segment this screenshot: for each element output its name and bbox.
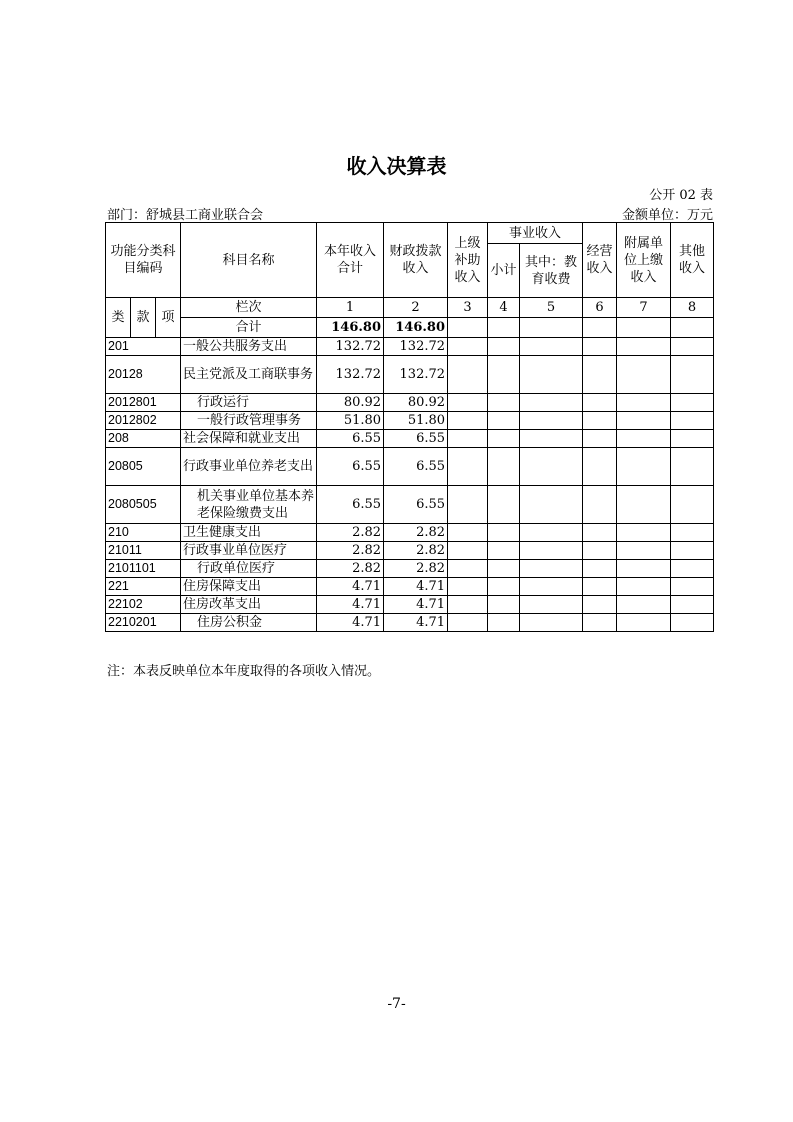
- header-business-group: 事业收入: [488, 223, 583, 244]
- amount-unit-label: 金额单位：万元: [621, 208, 713, 223]
- row-fiscal: 4.71: [384, 578, 448, 596]
- empty-cell: [520, 412, 583, 430]
- header-total-income: 本年收入合计: [317, 223, 384, 298]
- table-row: [106, 542, 714, 560]
- empty-cell: [671, 338, 714, 356]
- table-row: [106, 394, 714, 412]
- col-num: 1: [317, 298, 384, 318]
- col-num: 5: [520, 298, 583, 318]
- empty-cell: [520, 394, 583, 412]
- row-fiscal: 4.71: [384, 614, 448, 632]
- row-fiscal: 132.72: [384, 338, 448, 356]
- empty-cell: [671, 560, 714, 578]
- empty-cell: [671, 430, 714, 448]
- row-subject-name: 机关事业单位基本养老保险缴费支出: [181, 486, 317, 524]
- empty-cell: [448, 412, 488, 430]
- col-num: 4: [488, 298, 520, 318]
- empty-cell: [448, 560, 488, 578]
- row-code: 22102: [106, 596, 181, 614]
- row-subject-name: 住房保障支出: [181, 578, 317, 596]
- empty-cell: [583, 338, 617, 356]
- table-note: 注：本表反映单位本年度取得的各项收入情况。: [107, 664, 381, 679]
- empty-cell: [448, 430, 488, 448]
- empty-cell: [448, 524, 488, 542]
- row-code: 2012801: [106, 394, 181, 412]
- empty-cell: [583, 394, 617, 412]
- empty-cell: [583, 596, 617, 614]
- table-row: [106, 486, 714, 524]
- row-total-income: 4.71: [317, 596, 384, 614]
- empty-cell: [520, 486, 583, 524]
- row-total-income: 2.82: [317, 560, 384, 578]
- empty-cell: [671, 578, 714, 596]
- row-fiscal: 4.71: [384, 596, 448, 614]
- empty-cell: [671, 356, 714, 394]
- empty-cell: [617, 356, 671, 394]
- department-label: 部门：舒城县工商业联合会: [107, 208, 264, 223]
- empty-cell: [617, 596, 671, 614]
- row-subject-name: 卫生健康支出: [181, 524, 317, 542]
- empty-cell: [448, 614, 488, 632]
- empty-cell: [488, 356, 520, 394]
- page-number: -7-: [387, 996, 406, 1012]
- row-code: 201: [106, 338, 181, 356]
- empty-cell: [448, 394, 488, 412]
- row-total-income: 4.71: [317, 578, 384, 596]
- table-row: [106, 356, 714, 394]
- empty-cell: [617, 614, 671, 632]
- empty-cell: [488, 412, 520, 430]
- empty-cell: [448, 356, 488, 394]
- row-subject-name: 行政单位医疗: [181, 560, 317, 578]
- row-fiscal: 80.92: [384, 394, 448, 412]
- row-subject-name: 行政事业单位医疗: [181, 542, 317, 560]
- empty-cell: [520, 338, 583, 356]
- row-subject-name: 社会保障和就业支出: [181, 430, 317, 448]
- header-education-fee: 其中：教育收费: [520, 244, 583, 298]
- empty-cell: [583, 578, 617, 596]
- row-total-income: 2.82: [317, 524, 384, 542]
- header-func-code: 功能分类科目编码: [106, 223, 181, 298]
- row-subject-name: 住房改革支出: [181, 596, 317, 614]
- table-row: [106, 578, 714, 596]
- col-num: 6: [583, 298, 617, 318]
- empty-cell: [617, 542, 671, 560]
- header-xiang: 项: [156, 298, 181, 338]
- empty-cell: [488, 448, 520, 486]
- empty-cell: [488, 394, 520, 412]
- row-code: 20128: [106, 356, 181, 394]
- empty-cell: [583, 412, 617, 430]
- row-fiscal: 132.72: [384, 356, 448, 394]
- empty-cell: [488, 524, 520, 542]
- row-subject-name: 一般行政管理事务: [181, 412, 317, 430]
- empty-cell: [520, 430, 583, 448]
- empty-cell: [617, 448, 671, 486]
- row-total-income: 6.55: [317, 486, 384, 524]
- header-other: 其他收入: [671, 223, 714, 298]
- empty-cell: [448, 486, 488, 524]
- row-fiscal: 2.82: [384, 560, 448, 578]
- table-row: [106, 614, 714, 632]
- empty-cell: [520, 560, 583, 578]
- empty-cell: [671, 596, 714, 614]
- row-code: 208: [106, 430, 181, 448]
- empty-cell: [583, 356, 617, 394]
- row-code: 2210201: [106, 614, 181, 632]
- empty-cell: [488, 338, 520, 356]
- empty-cell: [617, 412, 671, 430]
- empty-cell: [617, 338, 671, 356]
- empty-cell: [488, 542, 520, 560]
- empty-cell: [488, 578, 520, 596]
- income-table: [105, 222, 714, 632]
- empty-cell: [520, 448, 583, 486]
- total-income-value: 146.80: [317, 318, 384, 338]
- col-num: 8: [671, 298, 714, 318]
- row-code: 2080505: [106, 486, 181, 524]
- empty-cell: [520, 578, 583, 596]
- empty-cell: [448, 542, 488, 560]
- empty-cell: [671, 448, 714, 486]
- empty-cell: [520, 524, 583, 542]
- row-total-income: 6.55: [317, 448, 384, 486]
- empty-cell: [520, 542, 583, 560]
- empty-cell: [448, 578, 488, 596]
- table-row: [106, 412, 714, 430]
- empty-cell: [583, 542, 617, 560]
- col-num: 2: [384, 298, 448, 318]
- header-superior: 上级补助收入: [448, 223, 488, 298]
- table-row: [106, 430, 714, 448]
- total-row-label: 合计: [181, 318, 317, 338]
- row-fiscal: 6.55: [384, 448, 448, 486]
- row-fiscal: 6.55: [384, 430, 448, 448]
- row-subject-name: 行政运行: [181, 394, 317, 412]
- row-subject-name: 住房公积金: [181, 614, 317, 632]
- empty-cell: [583, 486, 617, 524]
- header-lei: 类: [106, 298, 131, 338]
- row-fiscal: 2.82: [384, 524, 448, 542]
- row-total-income: 2.82: [317, 542, 384, 560]
- empty-cell: [617, 394, 671, 412]
- empty-cell: [520, 596, 583, 614]
- row-code: 210: [106, 524, 181, 542]
- empty-cell: [488, 560, 520, 578]
- page-title: 收入决算表: [346, 154, 447, 178]
- row-subject-name: 一般公共服务支出: [181, 338, 317, 356]
- row-total-income: 132.72: [317, 338, 384, 356]
- empty-cell: [488, 596, 520, 614]
- col-num: 7: [617, 298, 671, 318]
- header-fiscal: 财政拨款收入: [384, 223, 448, 298]
- table-row: [106, 560, 714, 578]
- row-code: 2101101: [106, 560, 181, 578]
- header-subject-name: 科目名称: [181, 223, 317, 298]
- row-total-income: 80.92: [317, 394, 384, 412]
- header-operating: 经营收入: [583, 223, 617, 298]
- row-fiscal: 2.82: [384, 542, 448, 560]
- row-fiscal: 51.80: [384, 412, 448, 430]
- table-row: [106, 524, 714, 542]
- empty-cell: [671, 614, 714, 632]
- header-subtotal: 小计: [488, 244, 520, 298]
- empty-cell: [617, 486, 671, 524]
- empty-cell: [617, 524, 671, 542]
- row-code: 221: [106, 578, 181, 596]
- empty-cell: [448, 448, 488, 486]
- row-total-income: 51.80: [317, 412, 384, 430]
- empty-cell: [671, 394, 714, 412]
- empty-cell: [583, 614, 617, 632]
- column-number-label: 栏次: [181, 298, 317, 318]
- row-code: 2012802: [106, 412, 181, 430]
- empty-cell: [671, 486, 714, 524]
- empty-cell: [448, 596, 488, 614]
- table-row: [106, 448, 714, 486]
- empty-cell: [583, 430, 617, 448]
- row-subject-name: 民主党派及工商联事务: [181, 356, 317, 394]
- form-number: 公开 02 表: [649, 188, 713, 203]
- table-row: [106, 338, 714, 356]
- empty-cell: [671, 524, 714, 542]
- empty-cell: [583, 448, 617, 486]
- empty-cell: [583, 560, 617, 578]
- row-code: 21011: [106, 542, 181, 560]
- header-kuan: 款: [131, 298, 156, 338]
- row-total-income: 6.55: [317, 430, 384, 448]
- row-subject-name: 行政事业单位养老支出: [181, 448, 317, 486]
- total-fiscal-value: 146.80: [384, 318, 448, 338]
- empty-cell: [671, 412, 714, 430]
- empty-cell: [520, 614, 583, 632]
- empty-cell: [617, 430, 671, 448]
- col-num: 3: [448, 298, 488, 318]
- empty-cell: [488, 430, 520, 448]
- table-row: [106, 596, 714, 614]
- empty-cell: [448, 338, 488, 356]
- row-fiscal: 6.55: [384, 486, 448, 524]
- empty-cell: [583, 524, 617, 542]
- empty-cell: [488, 486, 520, 524]
- empty-cell: [617, 560, 671, 578]
- header-affiliate: 附属单位上缴收入: [617, 223, 671, 298]
- empty-cell: [617, 578, 671, 596]
- empty-cell: [488, 614, 520, 632]
- row-code: 20805: [106, 448, 181, 486]
- empty-cell: [520, 356, 583, 394]
- empty-cell: [671, 542, 714, 560]
- row-total-income: 132.72: [317, 356, 384, 394]
- row-total-income: 4.71: [317, 614, 384, 632]
